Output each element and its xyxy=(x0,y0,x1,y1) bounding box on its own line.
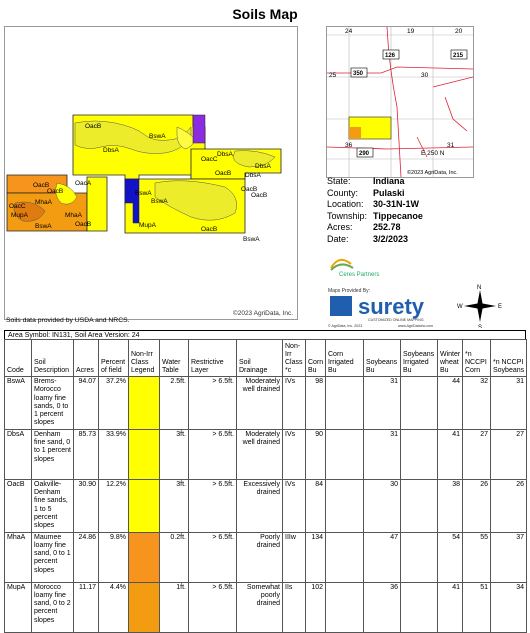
svg-text:N: N xyxy=(477,285,482,291)
cell-code: OacB xyxy=(5,479,32,532)
map-soil-label: OacB xyxy=(241,186,258,193)
table-row xyxy=(5,377,527,430)
cell-nccpi-corn: 26 xyxy=(463,479,491,532)
location-label: Location: xyxy=(327,199,364,210)
map-soil-label: MhaA xyxy=(35,199,52,206)
location-info xyxy=(327,176,423,246)
column-header: Soybeans Irrigated Bu xyxy=(401,340,438,377)
map-soil-label: OacA xyxy=(75,180,92,187)
cell-restrict: > 6.5ft. xyxy=(189,429,237,479)
column-header: Corn Irrigated Bu xyxy=(326,340,364,377)
map-soil-label: OacB xyxy=(75,221,92,228)
table-body xyxy=(5,377,527,633)
column-header: Winter wheat Bu xyxy=(438,340,463,377)
cell-soy: 47 xyxy=(364,532,401,582)
surety-icon xyxy=(330,296,352,316)
cell-pct: 12.2% xyxy=(99,479,129,532)
cell-cls: IVs xyxy=(283,479,306,532)
surety-url: www.AgriDataInc.com xyxy=(398,324,434,328)
cell-pct: 37.2% xyxy=(99,377,129,430)
class-legend-swatch xyxy=(129,532,160,582)
cell-code: MupA xyxy=(5,582,32,632)
cell-desc: Oakville-Denham fine sands, 1 to 5 percent slopes xyxy=(32,479,74,532)
surety-logo xyxy=(326,284,506,328)
cell-code: DbsA xyxy=(5,429,32,479)
map-soil-label: OacC xyxy=(9,203,26,210)
cell-nccpi-soy: 34 xyxy=(491,582,527,632)
locator-map[interactable] xyxy=(326,26,474,178)
cell-cls: IIIw xyxy=(283,532,306,582)
map-soil-label: DbsA xyxy=(255,163,271,170)
cell-cls: IIs xyxy=(283,582,306,632)
cell-water: 3ft. xyxy=(160,479,189,532)
column-header: *n NCCPI Soybeans xyxy=(491,340,527,377)
cell-nccpi-soy: 37 xyxy=(491,532,527,582)
locator-labels xyxy=(329,28,467,176)
county-label: County: xyxy=(327,187,359,198)
ceres-logo xyxy=(327,252,397,278)
svg-text:W: W xyxy=(457,304,463,310)
table-header-row xyxy=(5,340,527,377)
cell-pct: 9.8% xyxy=(99,532,129,582)
cell-wheat: 44 xyxy=(438,377,463,430)
column-header: Corn Bu xyxy=(306,340,326,377)
map-soil-label: DbsA xyxy=(217,151,233,158)
cell-soy-irr xyxy=(401,532,438,582)
cell-corn: 90 xyxy=(306,429,326,479)
column-header: Non-Irr Class *c xyxy=(283,340,306,377)
cell-desc: Denham fine sand, 0 to 1 percent slopes xyxy=(32,429,74,479)
map-soil-label: OacC xyxy=(201,156,218,163)
cell-corn-irr xyxy=(326,479,364,532)
cell-cls: IVs xyxy=(283,377,306,430)
soil-purple xyxy=(193,115,205,143)
cell-soy: 31 xyxy=(364,377,401,430)
location-value: 30-31N-1W xyxy=(373,199,420,210)
cell-soy-irr xyxy=(401,429,438,479)
column-header: Code xyxy=(5,340,32,377)
cell-corn: 134 xyxy=(306,532,326,582)
section-number: 25 xyxy=(329,72,337,79)
cell-soy: 36 xyxy=(364,582,401,632)
acres-label: Acres: xyxy=(327,222,353,233)
township-label: Township: xyxy=(327,210,368,221)
cell-nccpi-corn: 55 xyxy=(463,532,491,582)
column-header: Soybeans Bu xyxy=(364,340,401,377)
surety-wordmark: surety xyxy=(358,294,425,319)
road-label: E 250 N xyxy=(421,150,445,157)
soils-table xyxy=(4,339,527,633)
section-number: 30 xyxy=(421,72,429,79)
data-source: Soils data provided by USDA and NRCS. xyxy=(6,317,130,324)
column-header: Water Table xyxy=(160,340,189,377)
column-header: Acres xyxy=(74,340,99,377)
cell-nccpi-corn: 32 xyxy=(463,377,491,430)
cell-soy-irr xyxy=(401,479,438,532)
column-header: Percent of field xyxy=(99,340,129,377)
table-row xyxy=(5,582,527,632)
section-number: 36 xyxy=(345,142,353,149)
column-header: Soil Description xyxy=(32,340,74,377)
cell-acres: 30.90 xyxy=(74,479,99,532)
locator-canvas xyxy=(327,27,473,177)
column-header: Restrictive Layer xyxy=(189,340,237,377)
map-soil-label: OacB xyxy=(201,226,218,233)
cell-water: 1ft. xyxy=(160,582,189,632)
cell-drain: Moderately well drained xyxy=(237,377,283,430)
cell-pct: 33.9% xyxy=(99,429,129,479)
acres-value: 252.78 xyxy=(373,222,401,233)
cell-corn-irr xyxy=(326,582,364,632)
map-soil-label: OacB xyxy=(47,188,64,195)
svg-text:E: E xyxy=(498,304,503,310)
svg-text:S: S xyxy=(478,325,483,328)
locator-copyright: ©2023 AgriData, Inc. xyxy=(407,170,458,176)
cell-water: 0.2ft. xyxy=(160,532,189,582)
cell-desc: Maumee loamy fine sand, 0 to 1 percent slopes xyxy=(32,532,74,582)
cell-acres: 94.07 xyxy=(74,377,99,430)
column-header: Soil Drainage xyxy=(237,340,283,377)
cell-wheat: 41 xyxy=(438,429,463,479)
map-soil-label: OacB xyxy=(33,182,50,189)
cell-drain: Poorly drained xyxy=(237,532,283,582)
highway-number: 290 xyxy=(359,151,370,157)
cell-corn: 84 xyxy=(306,479,326,532)
cell-wheat: 38 xyxy=(438,479,463,532)
section-number: 31 xyxy=(447,142,455,149)
map-soil-label: OacB xyxy=(85,123,102,130)
cell-corn-irr xyxy=(326,532,364,582)
map-soil-label: BswA xyxy=(243,236,260,243)
area-symbol: Area Symbol: IN131, Soil Area Version: 24 xyxy=(4,330,526,339)
column-header: Non-Irr Class Legend xyxy=(129,340,160,377)
cell-water: 2.5ft. xyxy=(160,377,189,430)
cell-corn-irr xyxy=(326,377,364,430)
cell-soy: 30 xyxy=(364,479,401,532)
highway-number: 126 xyxy=(385,53,396,59)
cell-wheat: 54 xyxy=(438,532,463,582)
cell-desc: Brems-Morocco loamy fine sands, 0 to 1 percent slopes xyxy=(32,377,74,430)
cell-soy: 31 xyxy=(364,429,401,479)
county-value: Pulaski xyxy=(373,187,405,198)
cell-nccpi-corn: 27 xyxy=(463,429,491,479)
table-row xyxy=(5,479,527,532)
cell-nccpi-soy: 27 xyxy=(491,429,527,479)
cell-soy-irr xyxy=(401,377,438,430)
soils-map-canvas xyxy=(5,27,297,319)
cell-water: 3ft. xyxy=(160,429,189,479)
class-legend-swatch xyxy=(129,479,160,532)
state-label: State: xyxy=(327,176,351,186)
highway-number: 215 xyxy=(453,53,464,59)
cell-acres: 85.73 xyxy=(74,429,99,479)
cell-code: BswA xyxy=(5,377,32,430)
table-row xyxy=(5,429,527,479)
cell-nccpi-soy: 31 xyxy=(491,377,527,430)
map-soil-label: BswA xyxy=(151,198,168,205)
map-soil-label: BswA xyxy=(135,190,152,197)
map-soil-label: DbsA xyxy=(245,172,261,179)
map-soil-label: BswA xyxy=(35,223,52,230)
class-legend-swatch xyxy=(129,582,160,632)
cell-drain: Somewhat poorly drained xyxy=(237,582,283,632)
soils-map[interactable] xyxy=(4,26,298,320)
class-legend-swatch xyxy=(129,377,160,430)
cell-restrict: > 6.5ft. xyxy=(189,377,237,430)
cell-drain: Moderately well drained xyxy=(237,429,283,479)
provided-by: Maps Provided By: xyxy=(328,288,370,294)
cell-nccpi-corn: 51 xyxy=(463,582,491,632)
table-row xyxy=(5,532,527,582)
section-number: 20 xyxy=(455,28,463,35)
state-value: Indiana xyxy=(373,176,405,186)
cell-acres: 11.17 xyxy=(74,582,99,632)
surety-tagline: CUSTOMIZED ONLINE MAPPING xyxy=(368,318,424,322)
cell-wheat: 41 xyxy=(438,582,463,632)
map-soil-label: OacB xyxy=(215,170,232,177)
map-soil-label: MupA xyxy=(139,222,156,229)
surety-copyright: © AgriData, Inc. 2023 xyxy=(328,324,363,328)
cell-corn-irr xyxy=(326,429,364,479)
cell-desc: Morocco loamy fine sand, 0 to 2 percent slopes xyxy=(32,582,74,632)
cell-pct: 4.4% xyxy=(99,582,129,632)
map-soil-label: DbsA xyxy=(103,147,119,154)
highway-number: 350 xyxy=(353,71,364,77)
map-soil-label: BswA xyxy=(149,133,166,140)
date-value: 3/2/2023 xyxy=(373,233,409,244)
cell-restrict: > 6.5ft. xyxy=(189,582,237,632)
map-soil-label: MupA xyxy=(11,212,28,219)
map-soil-label: MhaA xyxy=(65,212,82,219)
section-number: 19 xyxy=(407,28,415,35)
cell-cls: IVs xyxy=(283,429,306,479)
date-label: Date: xyxy=(327,233,349,244)
township-value: Tippecanoe xyxy=(373,210,423,221)
cell-acres: 24.86 xyxy=(74,532,99,582)
cell-corn: 102 xyxy=(306,582,326,632)
class-legend-swatch xyxy=(129,429,160,479)
cell-drain: Excessively drained xyxy=(237,479,283,532)
map-copyright: ©2023 AgriData, Inc. xyxy=(232,310,293,317)
cell-nccpi-soy: 26 xyxy=(491,479,527,532)
cell-restrict: > 6.5ft. xyxy=(189,532,237,582)
page-title: Soils Map xyxy=(232,6,298,22)
map-soil-label: OacB xyxy=(251,192,268,199)
compass-rose-icon xyxy=(457,285,502,328)
cell-corn: 98 xyxy=(306,377,326,430)
cell-soy-irr xyxy=(401,582,438,632)
column-header: *n NCCPI Corn xyxy=(463,340,491,377)
cell-restrict: > 6.5ft. xyxy=(189,479,237,532)
ceres-name: Ceres Partners xyxy=(339,272,380,278)
cell-code: MhaA xyxy=(5,532,32,582)
section-number: 24 xyxy=(345,28,353,35)
